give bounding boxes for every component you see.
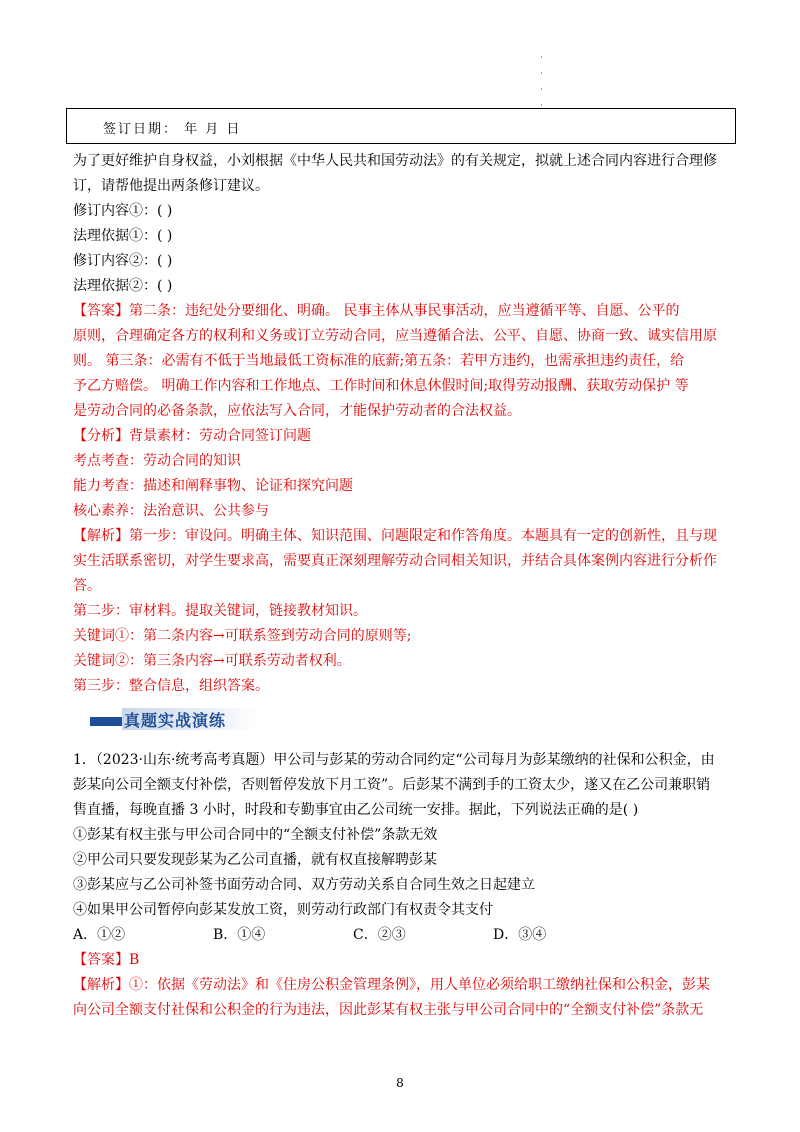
answer-line-5: 是劳动合同的必备条款，应依法写入合同，才能保护劳动者的合法权益。: [73, 403, 521, 419]
sign-date-box: [66, 108, 736, 144]
answer-line-1: [73, 299, 743, 324]
q1-line-3: 售直播，每晚直播 3 小时，时段和专勤事宜由乙公司统一安排。据此，下列说法正确的是( ): [73, 802, 639, 818]
explain-line-2: 实生活联系密切，对学生要求高，需要真正深刻理解劳动合同相关知识，并结合具体案例内容进行分析作: [73, 553, 717, 569]
answer-tag: 【答案】: [73, 303, 129, 319]
q1-explain-line-2: 向公司全额支付社保和公积金的行为违法，因此彭某有权主张与甲公司合同中的“全额支付补偿”条款无: [73, 1002, 704, 1018]
decorative-dots: · · · ·: [540, 53, 543, 111]
choice-b: B．①④: [213, 927, 266, 943]
explain-keyword-1: 关键词①：第二条内容→可联系签到劳动合同的原则等;: [73, 628, 412, 644]
analysis-tag: 【分析】: [73, 428, 129, 444]
question-line-1: 为了更好维护自身权益，小刘根据《中华人民共和国劳动法》的有关规定，拟就上述合同内容进行合理修: [73, 153, 717, 169]
q1-line-2: 彭某向公司全额支付补偿，否则暂停发放下月工资”。后彭某不满到手的工资太少，遂又在乙公司兼职销: [73, 777, 711, 793]
explain-line-1: [73, 524, 743, 549]
analysis-point: 考点考查：劳动合同的知识: [73, 453, 241, 469]
choice-a: A．①②: [73, 927, 126, 943]
fill-basis-1: 法理依据①：( ): [73, 228, 173, 244]
analysis-ability: 能力考查：描述和阐释事物、论证和探究问题: [73, 478, 353, 494]
analysis-material: 背景素材：劳动合同签订问题: [129, 428, 311, 444]
fill-revise-1: 修订内容①：( ): [73, 203, 173, 219]
q1-explain-tag: 【解析】: [73, 977, 129, 993]
q1-option-1: ①彭某有权主张与甲公司合同中的“全额支付补偿”条款无效: [73, 827, 438, 843]
section-banner: [90, 706, 260, 732]
answer-line-3: 则。 第三条：必需有不低于当地最低工资标准的底薪;第五条：若甲方违约，也需承担违约责任，给: [73, 353, 685, 369]
explain-step-2: 第二步：审材料。提取关键词，链接教材知识。: [73, 603, 367, 619]
banner-bar: [90, 717, 122, 726]
choice-c: C．②③: [353, 927, 406, 943]
banner-title: 真题实战演练: [124, 711, 227, 730]
fill-revise-2: 修订内容②：( ): [73, 253, 173, 269]
q1-explain-line-1: [73, 973, 743, 998]
q1-line-1: 1．（2023·山东·统考高考真题）甲公司与彭某的劳动合同约定“公司每月为彭某缴纳的社保和公积金，由: [73, 752, 715, 768]
analysis-line: [73, 424, 743, 449]
q1-option-4: ④如果甲公司暂停向彭某发放工资，则劳动行政部门有权责令其支付: [73, 902, 493, 918]
fill-basis-2: 法理依据②：( ): [73, 278, 173, 294]
sign-date-label: 签订日期： 年 月 日: [103, 122, 242, 137]
q1-option-2: ②甲公司只要发现彭某为乙公司直播，就有权直接解聘彭某: [73, 852, 437, 868]
explain-text-1: 第一步：审设问。明确主体、知识范围、问题限定和作答角度。本题具有一定的创新性，且与现: [129, 528, 717, 544]
question-line-2: 订，请帮他提出两条修订建议。: [73, 178, 269, 194]
q1-answer: 【答案】B: [73, 952, 140, 968]
q1-option-3: ③彭某应与乙公司补签书面劳动合同、双方劳动关系自合同生效之日起建立: [73, 877, 535, 893]
answer-text-1: 第二条：违纪处分要细化、明确。 民事主体从事民事活动，应当遵循平等、自愿、公平的: [129, 303, 680, 319]
analysis-literacy: 核心素养：法治意识、公共参与: [73, 503, 269, 519]
explain-line-3: 答。: [73, 578, 101, 594]
explain-keyword-2: 关键词②：第三条内容→可联系劳动者权利。: [73, 653, 351, 669]
answer-line-4: 予乙方赔偿。 明确工作内容和工作地点、工作时间和休息休假时间;取得劳动报酬、获取劳动保护 等: [73, 378, 689, 394]
answer-line-2: 原则，合理确定各方的权利和义务或订立劳动合同，应当遵循合法、公平、自愿、协商一致、诚实信用原: [73, 328, 717, 344]
explain-step-3: 第三步：整合信息，组织答案。: [73, 678, 269, 694]
explain-tag: 【解析】: [73, 528, 129, 544]
page-number: 8: [396, 1076, 404, 1090]
q1-explain-text-1: ①：依据《劳动法》和《住房公积金管理条例》，用人单位必须给职工缴纳社保和公积金，彭某: [129, 977, 710, 993]
choice-d: D．③④: [493, 927, 547, 943]
